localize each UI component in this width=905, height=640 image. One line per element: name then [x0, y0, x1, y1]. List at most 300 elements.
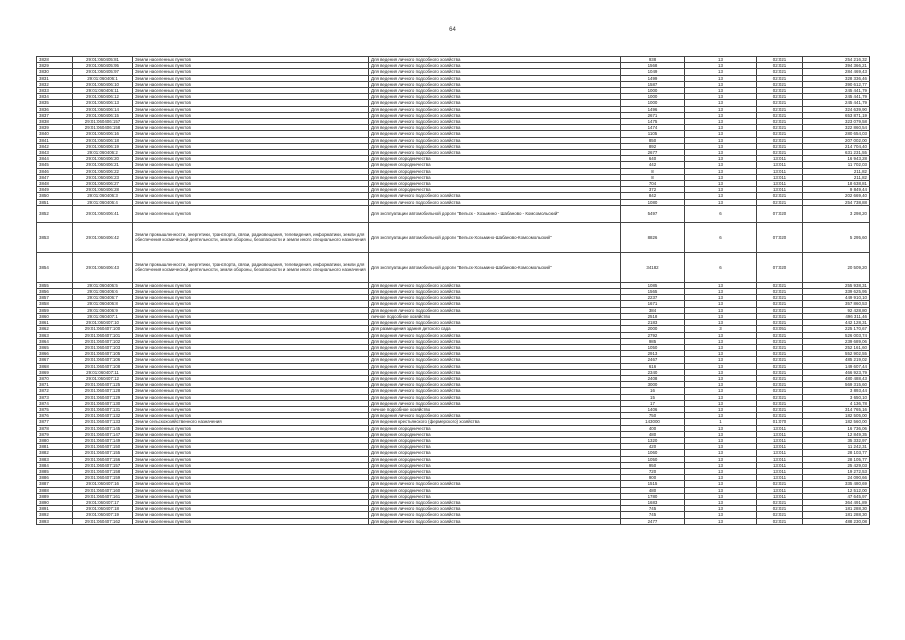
- row-number-cell: 3839: [37, 125, 73, 131]
- use-code-cell: 02:021: [757, 382, 803, 388]
- area-cell: 16: [621, 388, 685, 394]
- land-category-cell: Земли населенных пунктов: [133, 431, 369, 437]
- group-cell: 13: [685, 181, 757, 187]
- area-cell: 1474: [621, 125, 685, 131]
- area-cell: 745: [621, 506, 685, 512]
- group-cell: 13: [685, 425, 757, 431]
- cadastral-value-cell: 255 938,31: [803, 282, 870, 288]
- use-code-cell: 02:021: [757, 199, 803, 205]
- land-category-cell: Земли населенных пунктов: [133, 400, 369, 406]
- permitted-use-cell: Для ведения огородничества: [369, 487, 621, 493]
- group-cell: 13: [685, 369, 757, 375]
- area-cell: 892: [621, 143, 685, 149]
- land-category-cell: Земли населенных пунктов: [133, 413, 369, 419]
- area-cell: 1050: [621, 344, 685, 350]
- cadastral-value-cell: 92 428,80: [803, 307, 870, 313]
- permitted-use-cell: Для ведения огородничества: [369, 437, 621, 443]
- use-code-cell: 02:021: [757, 137, 803, 143]
- land-category-cell: Земли населенных пунктов: [133, 289, 369, 295]
- land-category-cell: Земли населенных пунктов: [133, 112, 369, 118]
- permitted-use-cell: Для ведения личного подсобного хозяйства: [369, 388, 621, 394]
- use-code-cell: 13:011: [757, 425, 803, 431]
- area-cell: 2237: [621, 295, 685, 301]
- area-cell: 2183: [621, 320, 685, 326]
- land-category-cell: Земли населенных пунктов: [133, 382, 369, 388]
- area-cell: 2477: [621, 518, 685, 524]
- permitted-use-cell: Для ведения огородничества: [369, 450, 621, 456]
- area-cell: 640: [621, 156, 685, 162]
- use-code-cell: 02:021: [757, 406, 803, 412]
- group-cell: 13: [685, 81, 757, 87]
- row-number-cell: 3893: [37, 518, 73, 524]
- row-number-cell: 3849: [37, 187, 73, 193]
- cadastral-number-cell: 29:01:060406:20: [73, 156, 133, 162]
- cadastral-number-cell: 29:01:060406:22: [73, 168, 133, 174]
- cadastral-number-cell: 29:01:060406:2: [73, 150, 133, 156]
- group-cell: 13: [685, 150, 757, 156]
- use-code-cell: 02:021: [757, 363, 803, 369]
- permitted-use-cell: Для ведения огородничества: [369, 431, 621, 437]
- land-category-cell: Земли населенных пунктов: [133, 57, 369, 63]
- permitted-use-cell: Для ведения личного подсобного хозяйства: [369, 289, 621, 295]
- row-number-cell: 3883: [37, 456, 73, 462]
- cadastral-number-cell: 29:01:060407:147: [73, 431, 133, 437]
- land-category-cell: Земли промышленности, энергетики, транспорта, связи, радиовещания, телевидения, информатики, земли для обеспечения космической деятельности, земли обороны, безопасности и земли иного специального назначения: [133, 222, 369, 252]
- group-cell: 13: [685, 512, 757, 518]
- row-number-cell: 3840: [37, 131, 73, 137]
- permitted-use-cell: Для ведения личного подсобного хозяйства: [369, 344, 621, 350]
- area-cell: 900: [621, 475, 685, 481]
- row-number-cell: 3865: [37, 344, 73, 350]
- row-number-cell: 3842: [37, 143, 73, 149]
- cadastral-number-cell: 29:01:060407:1: [73, 313, 133, 319]
- row-number-cell: 3862: [37, 326, 73, 332]
- cadastral-value-cell: 466 923,79: [803, 369, 870, 375]
- permitted-use-cell: Для ведения огородничества: [369, 462, 621, 468]
- row-number-cell: 3892: [37, 512, 73, 518]
- land-category-cell: Земли населенных пунктов: [133, 168, 369, 174]
- use-code-cell: 13:011: [757, 437, 803, 443]
- cadastral-number-cell: 29:01:060407:16: [73, 481, 133, 487]
- row-number-cell: 3889: [37, 493, 73, 499]
- permitted-use-cell: Для ведения личного подсобного хозяйства: [369, 63, 621, 69]
- cadastral-value-cell: 18 638,81: [803, 181, 870, 187]
- group-cell: 13: [685, 187, 757, 193]
- row-number-cell: 3843: [37, 150, 73, 156]
- row-number-cell: 3877: [37, 419, 73, 425]
- cadastral-number-cell: 29:01:060407:131: [73, 406, 133, 412]
- area-cell: 745: [621, 512, 685, 518]
- cadastral-value-cell: 449 910,10: [803, 295, 870, 301]
- group-cell: 13: [685, 301, 757, 307]
- cadastral-number-cell: 29:01:060407:160: [73, 487, 133, 493]
- use-code-cell: 02:021: [757, 69, 803, 75]
- cadastral-value-cell: 3 893,44: [803, 388, 870, 394]
- group-cell: 13: [685, 388, 757, 394]
- use-code-cell: 02:021: [757, 301, 803, 307]
- use-code-cell: 02:021: [757, 193, 803, 199]
- area-cell: 2000: [621, 326, 685, 332]
- area-cell: 442: [621, 162, 685, 168]
- land-category-cell: Земли населенных пунктов: [133, 193, 369, 199]
- cadastral-number-cell: 29:01:060407:10: [73, 320, 133, 326]
- use-code-cell: 13:011: [757, 487, 803, 493]
- cadastral-value-cell: 280 654,03: [803, 131, 870, 137]
- cadastral-value-cell: 3 650,10: [803, 394, 870, 400]
- row-number-cell: 3855: [37, 282, 73, 288]
- permitted-use-cell: Для ведения личного подсобного хозяйства: [369, 301, 621, 307]
- land-category-cell: Земли населенных пунктов: [133, 462, 369, 468]
- permitted-use-cell: Для ведения личного подсобного хозяйства: [369, 351, 621, 357]
- cadastral-number-cell: 29:01:060406:7: [73, 295, 133, 301]
- row-number-cell: 3833: [37, 88, 73, 94]
- group-cell: 13: [685, 106, 757, 112]
- row-number-cell: 3871: [37, 382, 73, 388]
- cadastral-number-cell: 29:01:060407:106: [73, 357, 133, 363]
- cadastral-number-cell: 29:01:060405:97: [73, 69, 133, 75]
- use-code-cell: 02:021: [757, 63, 803, 69]
- area-cell: 1105: [621, 131, 685, 137]
- area-cell: 1587: [621, 81, 685, 87]
- cadastral-number-cell: 29:01:060406:6: [73, 289, 133, 295]
- permitted-use-cell: Для ведения личного подсобного хозяйства: [369, 481, 621, 487]
- use-code-cell: 13:011: [757, 493, 803, 499]
- use-code-cell: 13:011: [757, 181, 803, 187]
- area-cell: 1499: [621, 75, 685, 81]
- row-number-cell: 3876: [37, 413, 73, 419]
- group-cell: 3: [685, 326, 757, 332]
- row-number-cell: 3872: [37, 388, 73, 394]
- permitted-use-cell: Для ведения огородничества: [369, 468, 621, 474]
- group-cell: 13: [685, 518, 757, 524]
- cadastral-value-cell: 35 332,97: [803, 437, 870, 443]
- area-cell: 1671: [621, 301, 685, 307]
- row-number-cell: 3884: [37, 462, 73, 468]
- area-cell: 8: [621, 168, 685, 174]
- cadastral-number-cell: 29:01:060407:132: [73, 413, 133, 419]
- area-cell: 616: [621, 363, 685, 369]
- group-cell: 13: [685, 338, 757, 344]
- land-category-cell: Земли населенных пунктов: [133, 307, 369, 313]
- use-code-cell: 02:021: [757, 150, 803, 156]
- land-category-cell: Земли населенных пунктов: [133, 205, 369, 222]
- cadastral-number-cell: 29:01:060406:42: [73, 222, 133, 252]
- cadastral-number-cell: 29:01:060406:41: [73, 205, 133, 222]
- land-category-cell: Земли населенных пунктов: [133, 295, 369, 301]
- group-cell: 13: [685, 394, 757, 400]
- permitted-use-cell: личное подсобное хозяйство: [369, 313, 621, 319]
- cadastral-value-cell: 182 560,00: [803, 419, 870, 425]
- cadastral-value-cell: 245 441,79: [803, 88, 870, 94]
- cadastral-value-table: [36, 56, 870, 525]
- use-code-cell: 02:021: [757, 57, 803, 63]
- area-cell: 15: [621, 394, 685, 400]
- cadastral-number-cell: 29:01:060407:162: [73, 518, 133, 524]
- permitted-use-cell: Для ведения личного подсобного хозяйства: [369, 307, 621, 313]
- cadastral-number-cell: 29:01:060407:128: [73, 388, 133, 394]
- row-number-cell: 3890: [37, 499, 73, 505]
- area-cell: 850: [621, 137, 685, 143]
- permitted-use-cell: Для ведения огородничества: [369, 162, 621, 168]
- cadastral-number-cell: 29:01:060407:103: [73, 344, 133, 350]
- cadastral-number-cell: 29:01:060405:81: [73, 57, 133, 63]
- cadastral-number-cell: 29:01:060406:12: [73, 94, 133, 100]
- area-cell: 750: [621, 413, 685, 419]
- area-cell: 2467: [621, 357, 685, 363]
- row-number-cell: 3856: [37, 289, 73, 295]
- cadastral-number-cell: 29:01:060406:21: [73, 162, 133, 168]
- row-number-cell: 3848: [37, 181, 73, 187]
- permitted-use-cell: Для ведения личного подсобного хозяйства: [369, 106, 621, 112]
- area-cell: 1515: [621, 481, 685, 487]
- land-category-cell: Земли населенных пунктов: [133, 475, 369, 481]
- area-cell: 384: [621, 307, 685, 313]
- area-cell: 950: [621, 462, 685, 468]
- land-category-cell: Земли населенных пунктов: [133, 406, 369, 412]
- area-cell: 1406: [621, 406, 685, 412]
- group-cell: 13: [685, 112, 757, 118]
- permitted-use-cell: Для ведения личного подсобного хозяйства: [369, 69, 621, 75]
- use-code-cell: 13:011: [757, 431, 803, 437]
- use-code-cell: 02:021: [757, 351, 803, 357]
- land-category-cell: Земли населенных пунктов: [133, 150, 369, 156]
- cadastral-number-cell: 29:01:060407:155: [73, 450, 133, 456]
- area-cell: 400: [621, 425, 685, 431]
- permitted-use-cell: Для ведения огородничества: [369, 444, 621, 450]
- row-number-cell: 3831: [37, 75, 73, 81]
- permitted-use-cell: Для ведения личного подсобного хозяйства: [369, 363, 621, 369]
- cadastral-value-cell: 239 689,06: [803, 338, 870, 344]
- cadastral-number-cell: 29:01:060407:105: [73, 351, 133, 357]
- land-category-cell: Земли населенных пунктов: [133, 137, 369, 143]
- permitted-use-cell: Для ведения личного подсобного хозяйства: [369, 143, 621, 149]
- permitted-use-cell: Для ведения личного подсобного хозяйства: [369, 112, 621, 118]
- cadastral-number-cell: 29:01:060407:145: [73, 425, 133, 431]
- cadastral-value-cell: 335 480,69: [803, 481, 870, 487]
- permitted-use-cell: Для ведения огородничества: [369, 456, 621, 462]
- group-cell: 13: [685, 400, 757, 406]
- area-cell: 2518: [621, 313, 685, 319]
- cadastral-number-cell: 29:01:060406:15: [73, 112, 133, 118]
- permitted-use-cell: личное подсобное хозяйство: [369, 406, 621, 412]
- row-number-cell: 3891: [37, 506, 73, 512]
- area-cell: 1568: [621, 63, 685, 69]
- row-number-cell: 3888: [37, 487, 73, 493]
- group-cell: 13: [685, 344, 757, 350]
- cadastral-number-cell: 29:01:060407:100: [73, 326, 133, 332]
- use-code-cell: 02:021: [757, 357, 803, 363]
- cadastral-value-cell: 214 704,40: [803, 143, 870, 149]
- permitted-use-cell: Для ведения огородничества: [369, 187, 621, 193]
- use-code-cell: 02:021: [757, 295, 803, 301]
- land-category-cell: Земли населенных пунктов: [133, 63, 369, 69]
- row-number-cell: 3875: [37, 406, 73, 412]
- land-category-cell: Земли населенных пунктов: [133, 156, 369, 162]
- row-number-cell: 3832: [37, 81, 73, 87]
- permitted-use-cell: Для ведения личного подсобного хозяйства: [369, 512, 621, 518]
- cadastral-value-cell: 25 429,03: [803, 462, 870, 468]
- permitted-use-cell: Для ведения огородничества: [369, 168, 621, 174]
- group-cell: 13: [685, 307, 757, 313]
- group-cell: 13: [685, 487, 757, 493]
- cadastral-number-cell: 29:01:060406:14: [73, 106, 133, 112]
- land-category-cell: Земли населенных пунктов: [133, 357, 369, 363]
- cadastral-number-cell: 29:01:060407:102: [73, 338, 133, 344]
- use-code-cell: 01:070: [757, 419, 803, 425]
- cadastral-value-cell: 357 860,53: [803, 301, 870, 307]
- area-cell: 985: [621, 338, 685, 344]
- cadastral-number-cell: 29:01:060407:156: [73, 456, 133, 462]
- use-code-cell: 13:011: [757, 174, 803, 180]
- use-code-cell: 07:020: [757, 222, 803, 252]
- row-number-cell: 3845: [37, 162, 73, 168]
- area-cell: 372: [621, 187, 685, 193]
- group-cell: 13: [685, 320, 757, 326]
- cadastral-number-cell: 29:01:060406:5: [73, 282, 133, 288]
- area-cell: 2677: [621, 150, 685, 156]
- group-cell: 13: [685, 75, 757, 81]
- permitted-use-cell: Для ведения личного подсобного хозяйства: [369, 499, 621, 505]
- cadastral-value-cell: 19 272,53: [803, 468, 870, 474]
- row-number-cell: 3844: [37, 156, 73, 162]
- area-cell: 1000: [621, 88, 685, 94]
- row-number-cell: 3847: [37, 174, 73, 180]
- land-category-cell: Земли населенных пунктов: [133, 69, 369, 75]
- group-cell: 13: [685, 137, 757, 143]
- cadastral-value-cell: 480 488,43: [803, 375, 870, 381]
- permitted-use-cell: Для ведения личного подсобного хозяйства: [369, 357, 621, 363]
- row-number-cell: 3850: [37, 193, 73, 199]
- row-number-cell: 3852: [37, 205, 73, 222]
- row-number-cell: 3874: [37, 400, 73, 406]
- group-cell: 13: [685, 156, 757, 162]
- land-category-cell: Земли населенных пунктов: [133, 320, 369, 326]
- area-cell: 8826: [621, 222, 685, 252]
- row-number-cell: 3867: [37, 357, 73, 363]
- area-cell: 1060: [621, 450, 685, 456]
- group-cell: 13: [685, 63, 757, 69]
- use-code-cell: 02:021: [757, 88, 803, 94]
- use-code-cell: 02:021: [757, 143, 803, 149]
- land-category-cell: Земли населенных пунктов: [133, 468, 369, 474]
- group-cell: 13: [685, 456, 757, 462]
- area-cell: 1475: [621, 119, 685, 125]
- group-cell: 6: [685, 222, 757, 252]
- cadastral-number-cell: 29:01:060407:133: [73, 419, 133, 425]
- row-number-cell: 3829: [37, 63, 73, 69]
- row-number-cell: 3869: [37, 369, 73, 375]
- group-cell: 13: [685, 168, 757, 174]
- permitted-use-cell: Для эксплуатации автомобильной дороги "Вельск-Хозьмино-Шабаново-Комсомольский": [369, 222, 621, 252]
- permitted-use-cell: Для ведения огородничества: [369, 181, 621, 187]
- row-number-cell: 3853: [37, 222, 73, 252]
- cadastral-value-cell: 324 639,90: [803, 106, 870, 112]
- land-category-cell: Земли населенных пунктов: [133, 301, 369, 307]
- group-cell: 13: [685, 499, 757, 505]
- land-category-cell: Земли населенных пунктов: [133, 119, 369, 125]
- use-code-cell: 02:021: [757, 112, 803, 118]
- group-cell: 13: [685, 382, 757, 388]
- use-code-cell: 02:021: [757, 332, 803, 338]
- group-cell: 13: [685, 444, 757, 450]
- use-code-cell: 02:021: [757, 100, 803, 106]
- area-cell: 1496: [621, 106, 685, 112]
- area-cell: 1320: [621, 437, 685, 443]
- area-cell: 420: [621, 444, 685, 450]
- land-category-cell: Земли населенных пунктов: [133, 88, 369, 94]
- group-cell: 13: [685, 363, 757, 369]
- permitted-use-cell: Для эксплуатации автомобильной дороги "Вельск - Хозьмино - Шабаново - Комсомольский": [369, 205, 621, 222]
- cadastral-value-cell: 9 849,44: [803, 187, 870, 193]
- use-code-cell: 02:021: [757, 481, 803, 487]
- permitted-use-cell: Для ведения личного подсобного хозяйства: [369, 338, 621, 344]
- group-cell: 13: [685, 131, 757, 137]
- group-cell: 13: [685, 125, 757, 131]
- row-number-cell: 3830: [37, 69, 73, 75]
- permitted-use-cell: Для ведения личного подсобного хозяйства: [369, 137, 621, 143]
- cadastral-value-cell: 322 860,54: [803, 125, 870, 131]
- cadastral-number-cell: 29:01:060407:18: [73, 506, 133, 512]
- cadastral-number-cell: 29:01:060407:11: [73, 369, 133, 375]
- cadastral-number-cell: 29:01:060406:16: [73, 131, 133, 137]
- use-code-cell: 02:021: [757, 313, 803, 319]
- land-category-cell: Земли населенных пунктов: [133, 326, 369, 332]
- cadastral-value-cell: 245 441,79: [803, 100, 870, 106]
- cadastral-number-cell: 29:01:060407:159: [73, 475, 133, 481]
- area-cell: 1565: [621, 289, 685, 295]
- use-code-cell: 02:021: [757, 400, 803, 406]
- row-number-cell: 3882: [37, 450, 73, 456]
- area-cell: 1000: [621, 100, 685, 106]
- use-code-cell: 02:021: [757, 81, 803, 87]
- cadastral-number-cell: 29:01:060406:10: [73, 81, 133, 87]
- row-number-cell: 3878: [37, 425, 73, 431]
- cadastral-number-cell: 29:01:060405:95: [73, 63, 133, 69]
- row-number-cell: 3880: [37, 437, 73, 443]
- cadastral-value-cell: 28 103,77: [803, 450, 870, 456]
- cadastral-value-cell: 496 311,46: [803, 313, 870, 319]
- use-code-cell: 02:021: [757, 499, 803, 505]
- cadastral-number-cell: 29:01:060406:4: [73, 199, 133, 205]
- cadastral-number-cell: 29:01:060406:28: [73, 187, 133, 193]
- land-category-cell: Земли населенных пунктов: [133, 518, 369, 524]
- group-cell: 13: [685, 174, 757, 180]
- permitted-use-cell: Для ведения личного подсобного хозяйства: [369, 81, 621, 87]
- area-cell: 2340: [621, 369, 685, 375]
- group-cell: 13: [685, 468, 757, 474]
- row-number-cell: 3885: [37, 468, 73, 474]
- permitted-use-cell: Для ведения личного подсобного хозяйства: [369, 369, 621, 375]
- use-code-cell: 02:021: [757, 289, 803, 295]
- row-number-cell: 3886: [37, 475, 73, 481]
- row-number-cell: 3887: [37, 481, 73, 487]
- permitted-use-cell: Для ведения личного подсобного хозяйства: [369, 150, 621, 156]
- group-cell: 13: [685, 69, 757, 75]
- use-code-cell: 13:011: [757, 456, 803, 462]
- permitted-use-cell: Для ведения личного подсобного хозяйства: [369, 382, 621, 388]
- area-cell: 720: [621, 468, 685, 474]
- group-cell: 13: [685, 357, 757, 363]
- row-number-cell: 3838: [37, 119, 73, 125]
- cadastral-value-cell: 202 669,40: [803, 193, 870, 199]
- cadastral-number-cell: 29:01:060406:18: [73, 137, 133, 143]
- cadastral-value-cell: 339 625,95: [803, 289, 870, 295]
- cadastral-value-cell: 569 315,60: [803, 382, 870, 388]
- page-number: 64: [449, 27, 456, 33]
- cadastral-number-cell: 29:01:060406:1: [73, 75, 133, 81]
- use-code-cell: 02:021: [757, 394, 803, 400]
- area-cell: 1780: [621, 493, 685, 499]
